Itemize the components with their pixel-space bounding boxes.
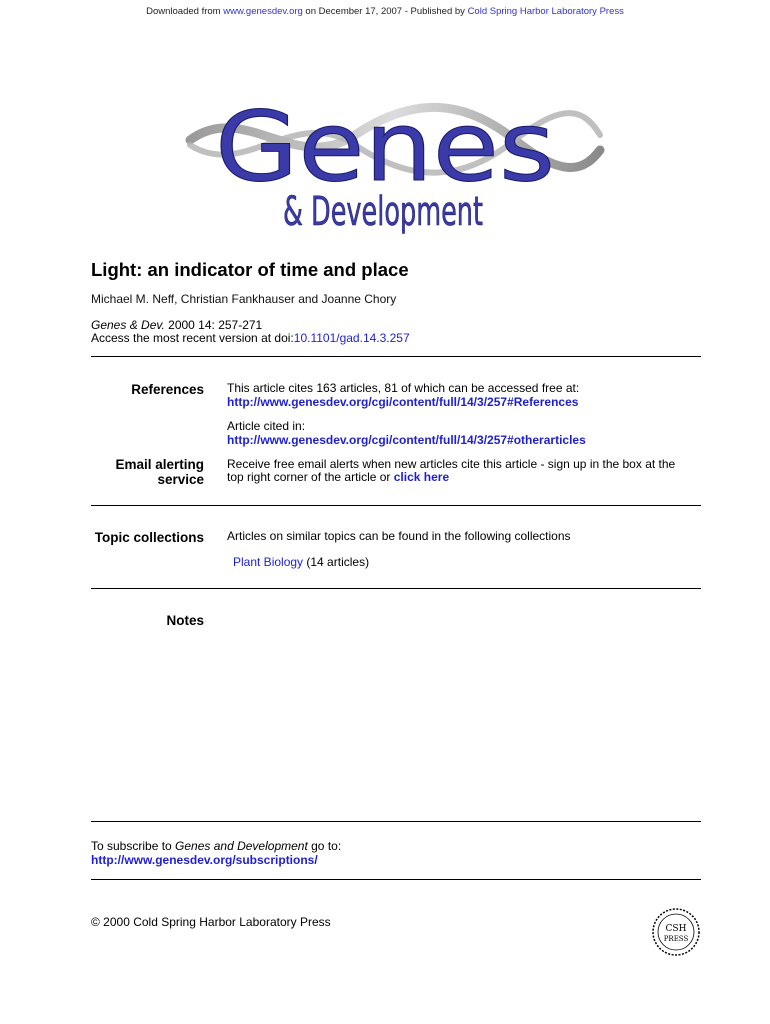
divider [91, 505, 701, 506]
references-link[interactable]: http://www.genesdev.org/cgi/content/full/14/3/257#References [227, 395, 579, 409]
topic-collections-text: Articles on similar topics can be found in the following collections [227, 529, 571, 543]
notes-label: Notes [166, 613, 204, 628]
topic-collections-label: Topic collections [94, 530, 204, 545]
subscribe-text: To subscribe to Genes and Development go to: [91, 839, 342, 853]
divider [91, 821, 701, 822]
doi-line: Access the most recent version at doi:10.1101/gad.14.3.257 [91, 331, 410, 345]
article-title: Light: an indicator of time and place [91, 259, 409, 280]
email-alert-label: Email alerting service [115, 457, 204, 487]
article-citation: Genes & Dev. 2000 14: 257-271 [91, 318, 263, 332]
svg-text:PRESS: PRESS [663, 935, 689, 943]
copyright: © 2000 Cold Spring Harbor Laboratory Press [91, 915, 331, 929]
divider [91, 879, 701, 880]
divider [91, 356, 701, 357]
logo-genes-word: Genes [215, 91, 555, 203]
collection-entry: Plant Biology (14 articles) [233, 555, 370, 569]
download-notice: Downloaded from www.genesdev.org on December 17, 2007 - Published by Cold Spring Harbor Laboratory Press [146, 6, 624, 17]
cited-in-text: Article cited in: [227, 419, 306, 433]
subscriptions-link[interactable]: http://www.genesdev.org/subscriptions/ [91, 853, 318, 867]
logo-development-word: & Development [283, 189, 483, 235]
journal-abbrev: Genes & Dev. [91, 318, 165, 332]
publisher-link[interactable]: Cold Spring Harbor Laboratory Press [467, 6, 624, 17]
references-label: References [131, 382, 204, 397]
article-authors: Michael M. Neff, Christian Fankhauser and Joanne Chory [91, 292, 397, 306]
click-here-link[interactable]: click here [393, 470, 450, 484]
svg-text:CSH: CSH [665, 924, 687, 934]
doi-link[interactable]: 10.1101/gad.14.3.257 [293, 331, 410, 345]
plant-biology-link[interactable]: Plant Biology [233, 555, 304, 569]
cited-in-link[interactable]: http://www.genesdev.org/cgi/content/full/14/3/257#otherarticles [227, 433, 586, 447]
email-alert-text: Receive free email alerts when new articles cite this article - sign up in the box at the top right corner of the article or click here [227, 457, 676, 484]
divider [91, 588, 701, 589]
cshl-press-seal [650, 906, 702, 958]
journal-logo [185, 80, 605, 240]
genesdev-site-link[interactable]: www.genesdev.org [223, 6, 303, 17]
references-text: This article cites 163 articles, 81 of which can be accessed free at: [227, 381, 580, 395]
